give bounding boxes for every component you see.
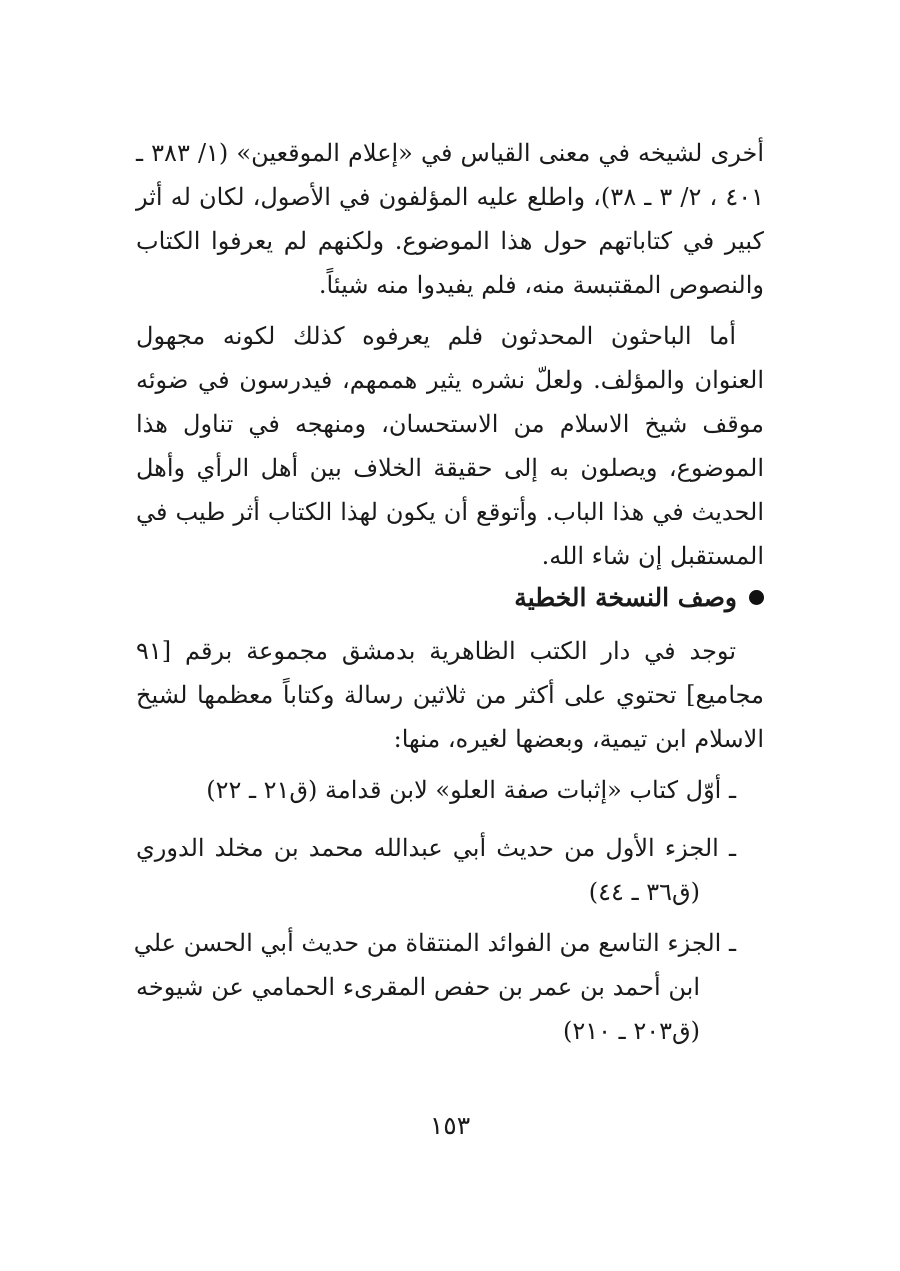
text-line: الموضوع، ويصلون به إلى حقيقة الخلاف بين أهل الرأي وأهل — [136, 454, 764, 482]
bullet-icon — [749, 590, 764, 605]
list-item — [133, 921, 736, 1053]
paragraph-continuation — [136, 131, 764, 307]
text-line: كبير في كتاباتهم حول هذا الموضوع. ولكنهم لم يعرفوا الكتاب — [136, 227, 764, 255]
text-line: موقف شيخ الاسلام من الاستحسان، ومنهجه في تناول هذا — [136, 410, 764, 438]
list-item — [136, 826, 736, 914]
text-line: ـ الجزء الأول من حديث أبي عبدالله محمد بن مخلد الدوري — [136, 834, 736, 862]
text-line: ٤٠١ ، ٢/ ٣ ـ ٣٨)، واطلع عليه المؤلفون في الأصول، لكان له أثر — [136, 183, 764, 211]
section-heading-text: وصف النسخة الخطية — [514, 583, 737, 612]
text-line: ابن أحمد بن عمر بن حفص المقرىء الحمامي عن شيوخه — [136, 973, 700, 1001]
list-item — [180, 768, 736, 812]
page-number: ١٥٣ — [429, 1111, 471, 1140]
text-line: العنوان والمؤلف. ولعلّ نشره يثير هممهم، فيدرسون في ضوئه — [136, 366, 764, 394]
paragraph-modern-researchers — [136, 314, 764, 578]
text-line: ـ الجزء التاسع من الفوائد المنتقاة من حديث أبي الحسن علي — [133, 929, 736, 957]
text-line: (ق٣٦ ـ ٤٤) — [588, 878, 700, 906]
text-line: مجاميع] تحتوي على أكثر من ثلاثين رسالة وكتاباً معظمها لشيخ — [136, 681, 764, 709]
section-heading — [514, 576, 764, 620]
text-line: توجد في دار الكتب الظاهرية بدمشق مجموعة برقم [٩١ — [136, 637, 736, 665]
text-line: ـ أوّل كتاب «إثبات صفة العلو» لابن قدامة (ق٢١ ـ ٢٢) — [206, 776, 736, 804]
text-line: الاسلام ابن تيمية، وبعضها لغيره، منها: — [393, 725, 764, 753]
paragraph-manuscript-description — [136, 629, 764, 761]
text-line: الحديث في هذا الباب. وأتوقع أن يكون لهذا الكتاب أثر طيب في — [136, 498, 764, 526]
text-line: أخرى لشيخه في معنى القياس في «إعلام الموقعين» (١/ ٣٨٣ ـ — [136, 139, 764, 167]
text-line: أما الباحثون المحدثون فلم يعرفوه كذلك لكونه مجهول — [136, 322, 736, 350]
text-line: المستقبل إن شاء الله. — [541, 542, 764, 570]
text-line: (ق٢٠٣ ـ ٢١٠) — [563, 1017, 700, 1045]
text-line: والنصوص المقتبسة منه، فلم يفيدوا منه شيئاً. — [318, 271, 764, 299]
